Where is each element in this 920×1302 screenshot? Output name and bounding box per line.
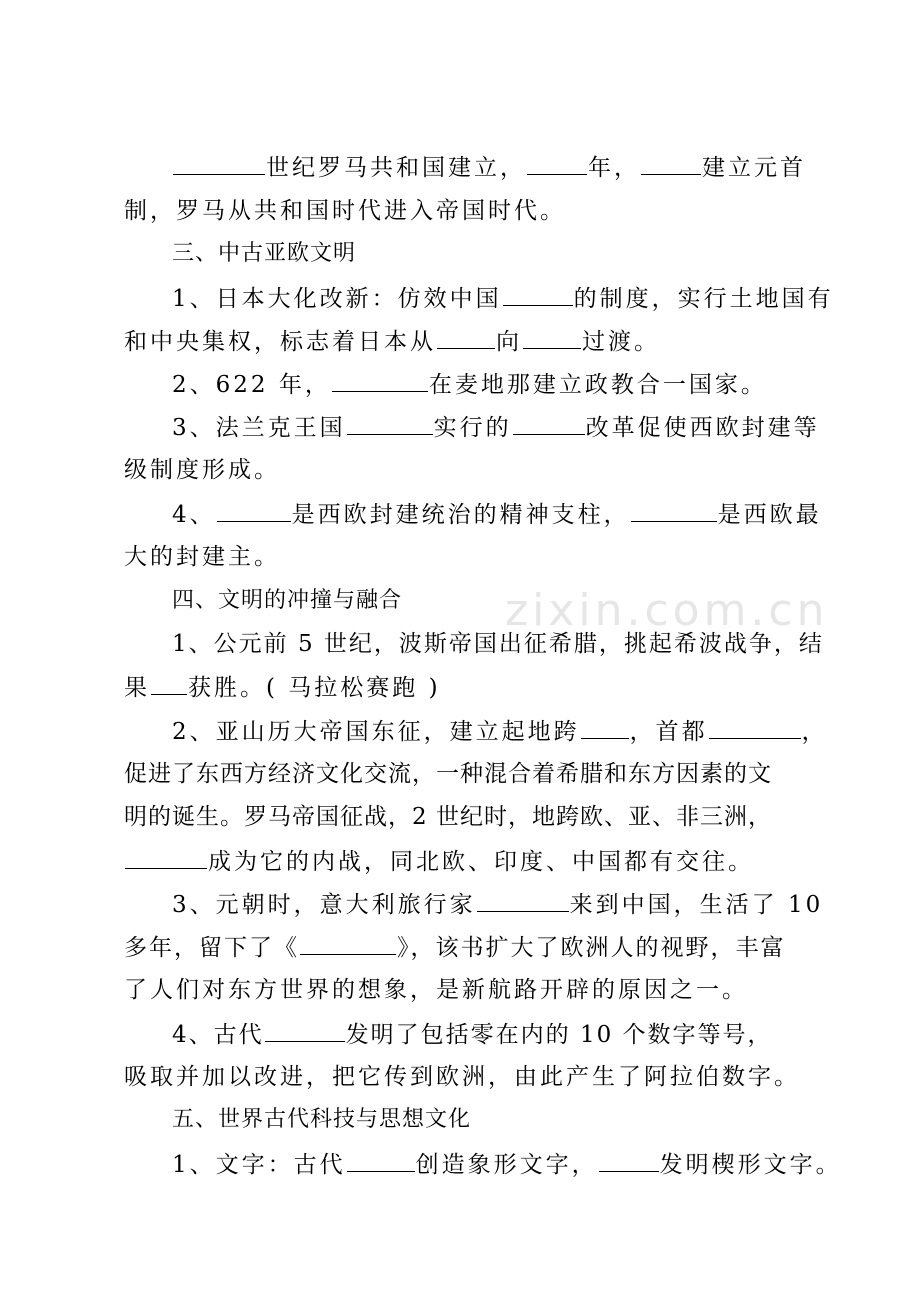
answer-blank [300,932,396,955]
text-segment: 1、文字：古代 [172,1152,346,1178]
text-segment: 来到中国，生活了 10 [569,892,824,918]
answer-blank [477,889,569,912]
text-segment: 3、法兰克王国 [172,415,346,441]
answer-blank [332,369,428,392]
text-line [0,716,920,747]
text-line [0,196,920,226]
text-segment: 的制度，实行土地国有 [573,286,834,312]
text-line [0,1062,920,1092]
text-segment: 年， [588,155,640,181]
answer-blank [125,846,207,869]
text-line [0,672,920,703]
answer-blank [513,412,585,435]
text-segment: 实行的 [433,415,512,441]
text-segment: 多年，留下了《 [124,935,299,961]
answer-blank [503,283,573,306]
text-segment: 了人们对东方世界的想象，是新航路开辟的原因之一。 [124,977,748,1003]
text-segment: 是西欧封建统治的精神支柱， [291,502,630,528]
answer-blank [217,499,291,522]
text-line [0,889,920,920]
text-segment: 是西欧最 [717,502,822,528]
text-line [0,932,920,963]
text-segment: 明的诞生。罗马帝国征战，2 世纪时，地跨欧、亚、非三洲， [124,804,772,830]
text-segment: 向 [496,329,522,355]
text-segment: 创造象形文字， [415,1152,598,1178]
answer-blank [347,1149,415,1172]
text-line [0,846,920,877]
text-segment: 果 [124,675,150,701]
text-segment: 》，该书扩大了欧洲人的视野，丰富 [397,935,786,961]
answer-blank [641,152,701,175]
answer-blank [581,716,629,739]
text-segment: 世纪罗马共和国建立， [266,155,526,181]
text-segment: ， [801,719,828,745]
text-segment: 级制度形成。 [124,457,280,483]
section-heading: 四、文明的冲撞与融合 [172,588,403,613]
text-segment: 和中央集权，标志着日本从 [124,329,436,355]
text-segment: 改革促使西欧封建等 [585,415,820,441]
text-line [0,1149,920,1180]
text-segment: 2、622 年， [172,372,331,398]
text-segment: 2、亚山历大帝国东征，建立起地跨 [172,719,580,745]
text-segment: 建立元首 [702,155,806,181]
text-segment: 在麦地那建立政教合一国家。 [428,372,767,398]
text-line [0,152,920,183]
answer-blank [523,326,581,349]
answer-blank [631,499,717,522]
text-segment: 1、公元前 5 世纪，波斯帝国出征希腊，挑起希波战争，结 [172,631,824,657]
text-segment: 制，罗马从共和国时代进入帝国时代。 [124,198,566,224]
answer-blank [437,326,495,349]
text-line [0,629,920,659]
text-line [0,499,920,530]
text-segment: ，首都 [629,719,708,745]
text-segment: 1、日本大化改新：仿效中国 [172,286,502,312]
text-line [0,802,920,832]
section-heading: 五、世界古代科技与思想文化 [172,1107,472,1132]
text-line [0,759,920,789]
answer-blank [527,152,587,175]
answer-blank [347,412,433,435]
text-line [0,283,920,314]
answer-blank [173,152,265,175]
text-segment: 获胜。( 马拉松赛跑 ) [188,675,441,701]
answer-blank [599,1149,659,1172]
answer-blank [151,672,187,695]
text-segment: 大的封建主。 [124,544,280,570]
text-segment: 促进了东西方经济文化交流，一种混合着希腊和东方因素的文 [124,761,772,787]
text-line [0,369,920,400]
text-segment: 发明楔形文字。 [659,1152,842,1178]
watermark: zixin.com.cn [505,585,829,636]
text-segment: 4、 [172,502,216,528]
text-segment: 4、古代 [172,1022,264,1048]
text-segment: 3、元朝时，意大利旅行家 [172,892,476,918]
answer-blank [709,716,801,739]
text-segment: 吸取并加以改进，把它传到欧洲，由此产生了阿拉伯数字。 [124,1064,800,1090]
text-segment: 发明了包括零在内的 10 个数字等号， [345,1022,773,1048]
section-heading: 三、中古亚欧文明 [172,241,357,266]
text-segment: 过渡。 [582,329,660,355]
text-line [0,1019,920,1050]
text-line [0,412,920,443]
answer-blank [265,1019,345,1042]
text-line [0,975,920,1005]
text-line [0,542,920,572]
text-line [0,455,920,485]
text-segment: 成为它的内战，同北欧、印度、中国都有交往。 [208,849,754,875]
text-line [0,326,920,357]
